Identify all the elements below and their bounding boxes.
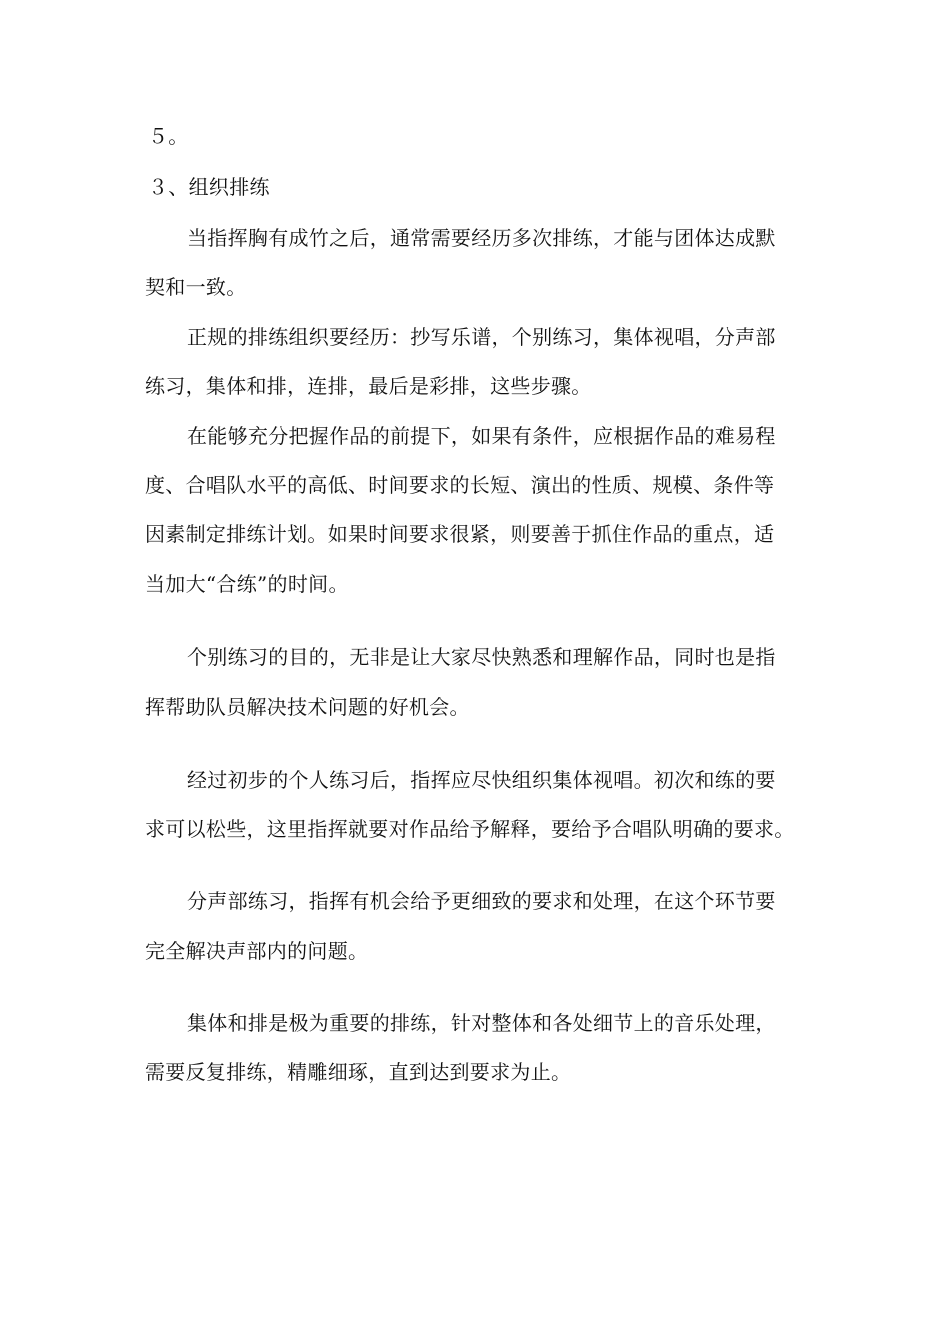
paragraph-5-line-2: 求可以松些，这里指挥就要对作品给予解释，要给予合唱队明确的要求。 — [145, 817, 795, 841]
paragraph-2-line-2: 练习，集体和排，连排，最后是彩排，这些步骤。 — [145, 374, 592, 398]
paragraph-1-line-2: 契和一致。 — [145, 275, 247, 299]
paragraph-7-line-1: 集体和排是极为重要的排练，针对整体和各处细节上的音乐处理， — [187, 1011, 776, 1035]
paragraph-2-line-1: 正规的排练组织要经历：抄写乐谱，个别练习，集体视唱，分声部 — [187, 325, 776, 349]
paragraph-6-line-1: 分声部练习，指挥有机会给予更细致的要求和处理，在这个环节要 — [187, 889, 776, 913]
list-number-fragment: ５。 — [148, 124, 189, 148]
paragraph-5-line-1: 经过初步的个人练习后，指挥应尽快组织集体视唱。初次和练的要 — [187, 768, 776, 792]
section-heading: ３、组织排练 — [148, 175, 270, 199]
paragraph-3-line-3: 因素制定排练计划。如果时间要求很紧，则要善于抓住作品的重点，适 — [145, 522, 775, 546]
paragraph-1-line-1: 当指挥胸有成竹之后，通常需要经历多次排练，才能与团体达成默 — [187, 226, 776, 250]
paragraph-3-line-4: 当加大“合练”的时间。 — [145, 572, 349, 596]
paragraph-6-line-2: 完全解决声部内的问题。 — [145, 939, 369, 963]
paragraph-4-line-2: 挥帮助队员解决技术问题的好机会。 — [145, 695, 470, 719]
paragraph-3-line-2: 度、合唱队水平的高低、时间要求的长短、演出的性质、规模、条件等 — [145, 473, 775, 497]
paragraph-4-line-1: 个别练习的目的，无非是让大家尽快熟悉和理解作品，同时也是指 — [187, 645, 776, 669]
paragraph-7-line-2: 需要反复排练，精雕细琢，直到达到要求为止。 — [145, 1060, 572, 1084]
paragraph-3-line-1: 在能够充分把握作品的前提下，如果有条件，应根据作品的难易程 — [187, 424, 776, 448]
